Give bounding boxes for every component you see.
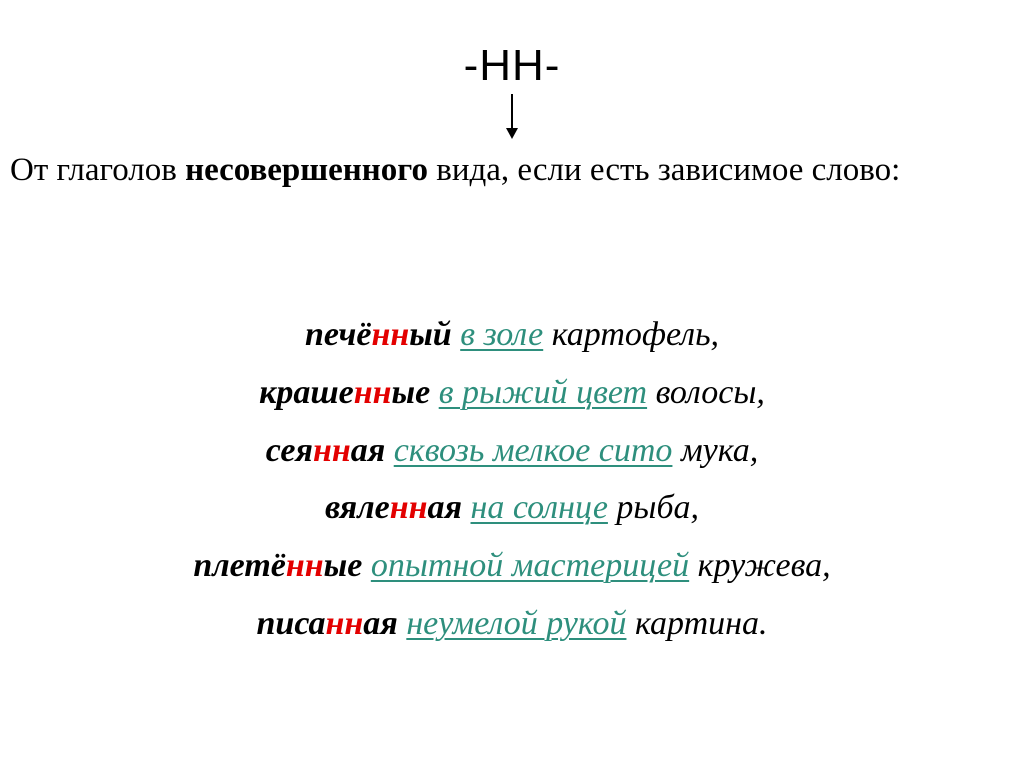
word-stem: плетё bbox=[193, 547, 286, 585]
example-noun: мука, bbox=[680, 431, 759, 469]
examples-list bbox=[0, 306, 1024, 653]
rule-emphasis: несовершенного bbox=[185, 152, 428, 188]
rule-text-after: вида, если есть зависимое слово: bbox=[427, 152, 901, 188]
dependent-word: опытной мастерицей bbox=[370, 547, 690, 585]
word-suffix-nn: нн bbox=[312, 431, 351, 469]
arrow-down-icon bbox=[500, 94, 524, 140]
word-suffix-nn: нн bbox=[325, 604, 364, 642]
dependent-word: в рыжий цвет bbox=[438, 373, 648, 411]
example-word bbox=[325, 489, 462, 526]
word-stem: писа bbox=[256, 604, 326, 642]
word-stem: вяле bbox=[324, 489, 390, 527]
example-line bbox=[0, 479, 1024, 537]
word-ending: ые bbox=[323, 547, 363, 585]
word-ending: ая bbox=[427, 489, 463, 527]
example-line bbox=[0, 364, 1024, 422]
example-noun: рыба, bbox=[616, 489, 700, 527]
example-noun: кружева, bbox=[697, 547, 831, 585]
example-line bbox=[0, 537, 1024, 595]
example-word bbox=[257, 605, 398, 642]
example-noun: волосы, bbox=[655, 373, 765, 411]
word-suffix-nn: нн bbox=[353, 373, 392, 411]
word-suffix-nn: нн bbox=[371, 316, 410, 353]
rule-text bbox=[10, 146, 1010, 194]
example-word bbox=[193, 547, 362, 584]
example-noun: картофель, bbox=[551, 316, 720, 353]
word-stem: сея bbox=[265, 431, 313, 469]
example-line bbox=[0, 595, 1024, 653]
example-word bbox=[266, 432, 386, 469]
word-suffix-nn: нн bbox=[389, 489, 428, 527]
word-ending: ые bbox=[391, 373, 431, 411]
example-word bbox=[259, 374, 430, 411]
dependent-word: неумелой рукой bbox=[406, 604, 627, 642]
rule-text-before: От глаголов bbox=[10, 152, 186, 188]
example-noun: картина. bbox=[634, 604, 768, 642]
slide-title: -НН- bbox=[463, 41, 561, 90]
word-ending: ый bbox=[409, 316, 452, 353]
word-ending: ая bbox=[363, 604, 398, 642]
dependent-word: сквозь мелкое сито bbox=[393, 431, 673, 469]
dependent-word: в золе bbox=[460, 316, 544, 353]
word-suffix-nn: нн bbox=[285, 547, 324, 585]
word-stem: краше bbox=[259, 373, 354, 411]
word-ending: ая bbox=[350, 431, 386, 469]
dependent-word: на солнце bbox=[470, 489, 608, 527]
example-line bbox=[0, 422, 1024, 480]
example-word bbox=[305, 316, 452, 353]
example-line bbox=[0, 306, 1024, 364]
word-stem: печё bbox=[304, 316, 372, 353]
